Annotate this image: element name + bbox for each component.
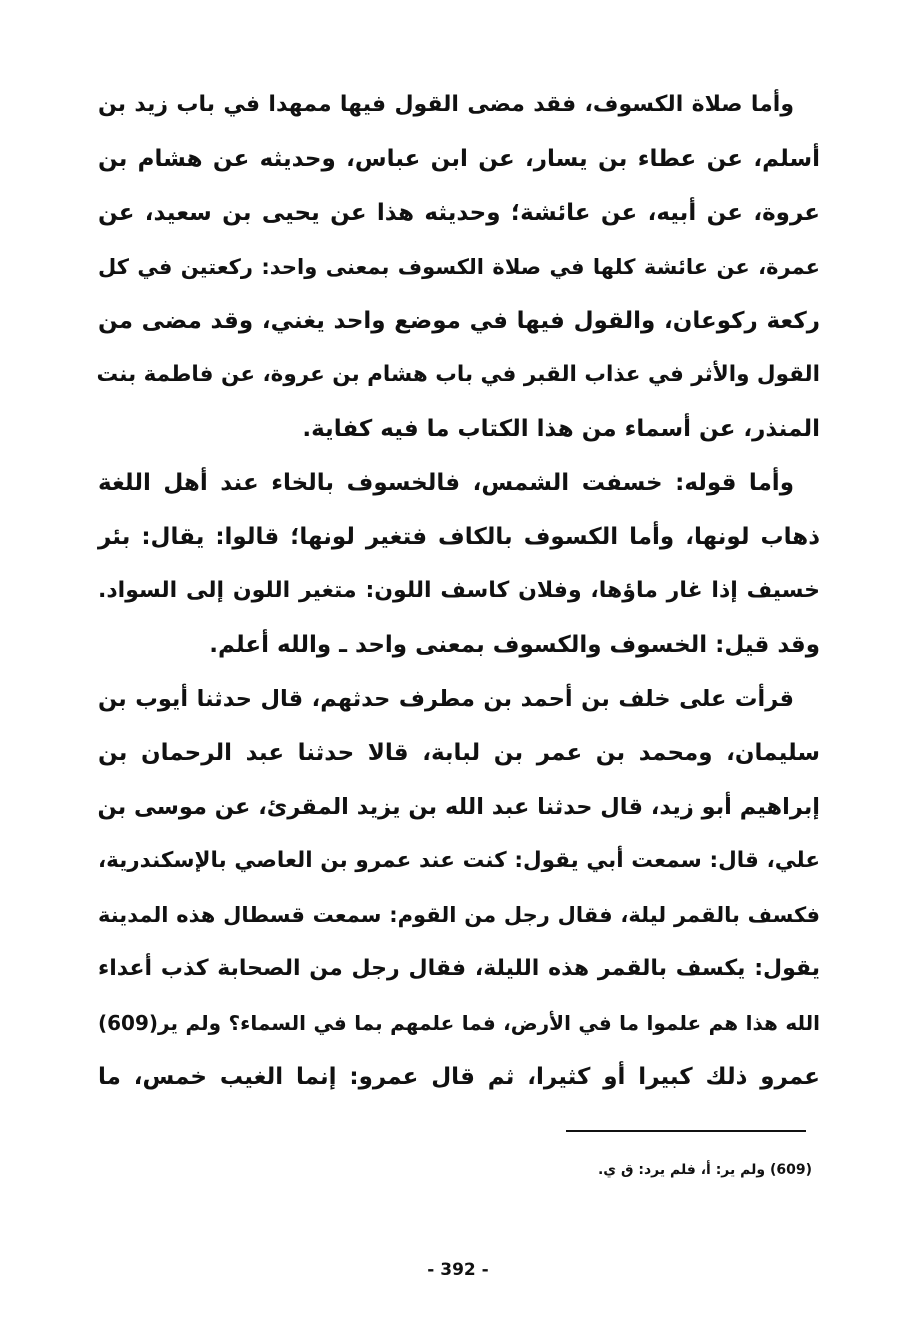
text-line: ركعة ركوعان، والقول فيها في موضع واحد يغني، وقد مضى من — [98, 308, 820, 334]
footnote-separator — [566, 1130, 806, 1132]
paragraph-eclipse-prayer — [98, 78, 820, 456]
text-line: سليمان، ومحمد بن عمر بن لبابة، قالا حدثنا عبد الرحمان بن — [98, 740, 820, 766]
text-line: قرأت على خلف بن أحمد بن مطرف حدثهم، قال حدثنا أيوب بن — [98, 686, 794, 712]
text-line: ذهاب لونها، وأما الكسوف بالكاف فتغير لونها؛ قالوا: يقال: بئر — [98, 524, 820, 550]
footnote: (609) ولم ير: أ، فلم يرد: ق ي. — [597, 1162, 812, 1178]
text-line: يقول: يكسف بالقمر هذه الليلة، فقال رجل من الصحابة كذب أعداء — [98, 956, 820, 981]
paragraph-hadith-narration — [98, 672, 820, 1104]
paragraph-khusuf-definition — [98, 456, 820, 672]
text-line: عمرة، عن عائشة كلها في صلاة الكسوف بمعنى واحد: ركعتين في كل — [98, 255, 820, 279]
text-line: القول والأثر في عذاب القبر في باب هشام بن عروة، عن فاطمة بنت — [96, 362, 820, 387]
page-number: - 392 - — [427, 1260, 489, 1280]
text-line: إبراهيم أبو زيد، قال حدثنا عبد الله بن يزيد المقرئ، عن موسى بن — [97, 794, 820, 820]
text-line: الله هذا هم علموا ما في الأرض، فما علمهم بما في السماء؟ ولم ير(609) — [98, 1011, 820, 1035]
text-line: وأما صلاة الكسوف، فقد مضى القول فيها ممهدا في باب زيد بن — [98, 92, 794, 117]
text-line: المنذر، عن أسماء من هذا الكتاب ما فيه كفاية. — [302, 416, 820, 442]
text-line: أسلم، عن عطاء بن يسار، عن ابن عباس، وحديثه عن هشام بن — [98, 146, 820, 172]
text-line: فكسف بالقمر ليلة، فقال رجل من القوم: سمعت قسطال هذه المدينة — [98, 903, 820, 927]
text-line: وقد قيل: الخسوف والكسوف بمعنى واحد ـ والله أعلم. — [209, 632, 820, 658]
text-line: علي، قال: سمعت أبي يقول: كنت عند عمرو بن العاصي بالإسكندرية، — [98, 848, 820, 873]
text-line: وأما قوله: خسفت الشمس، فالخسوف بالخاء عند أهل اللغة — [98, 470, 794, 496]
text-line: عمرو ذلك كبيرا أو كثيرا، ثم قال عمرو: إنما الغيب خمس، ما — [98, 1064, 820, 1090]
text-line: خسيف إذا غار ماؤها، وفلان كاسف اللون: متغير اللون إلى السواد. — [98, 578, 820, 603]
text-line: عروة، عن أبيه، عن عائشة؛ وحديثه هذا عن يحيى بن سعيد، عن — [98, 200, 820, 226]
